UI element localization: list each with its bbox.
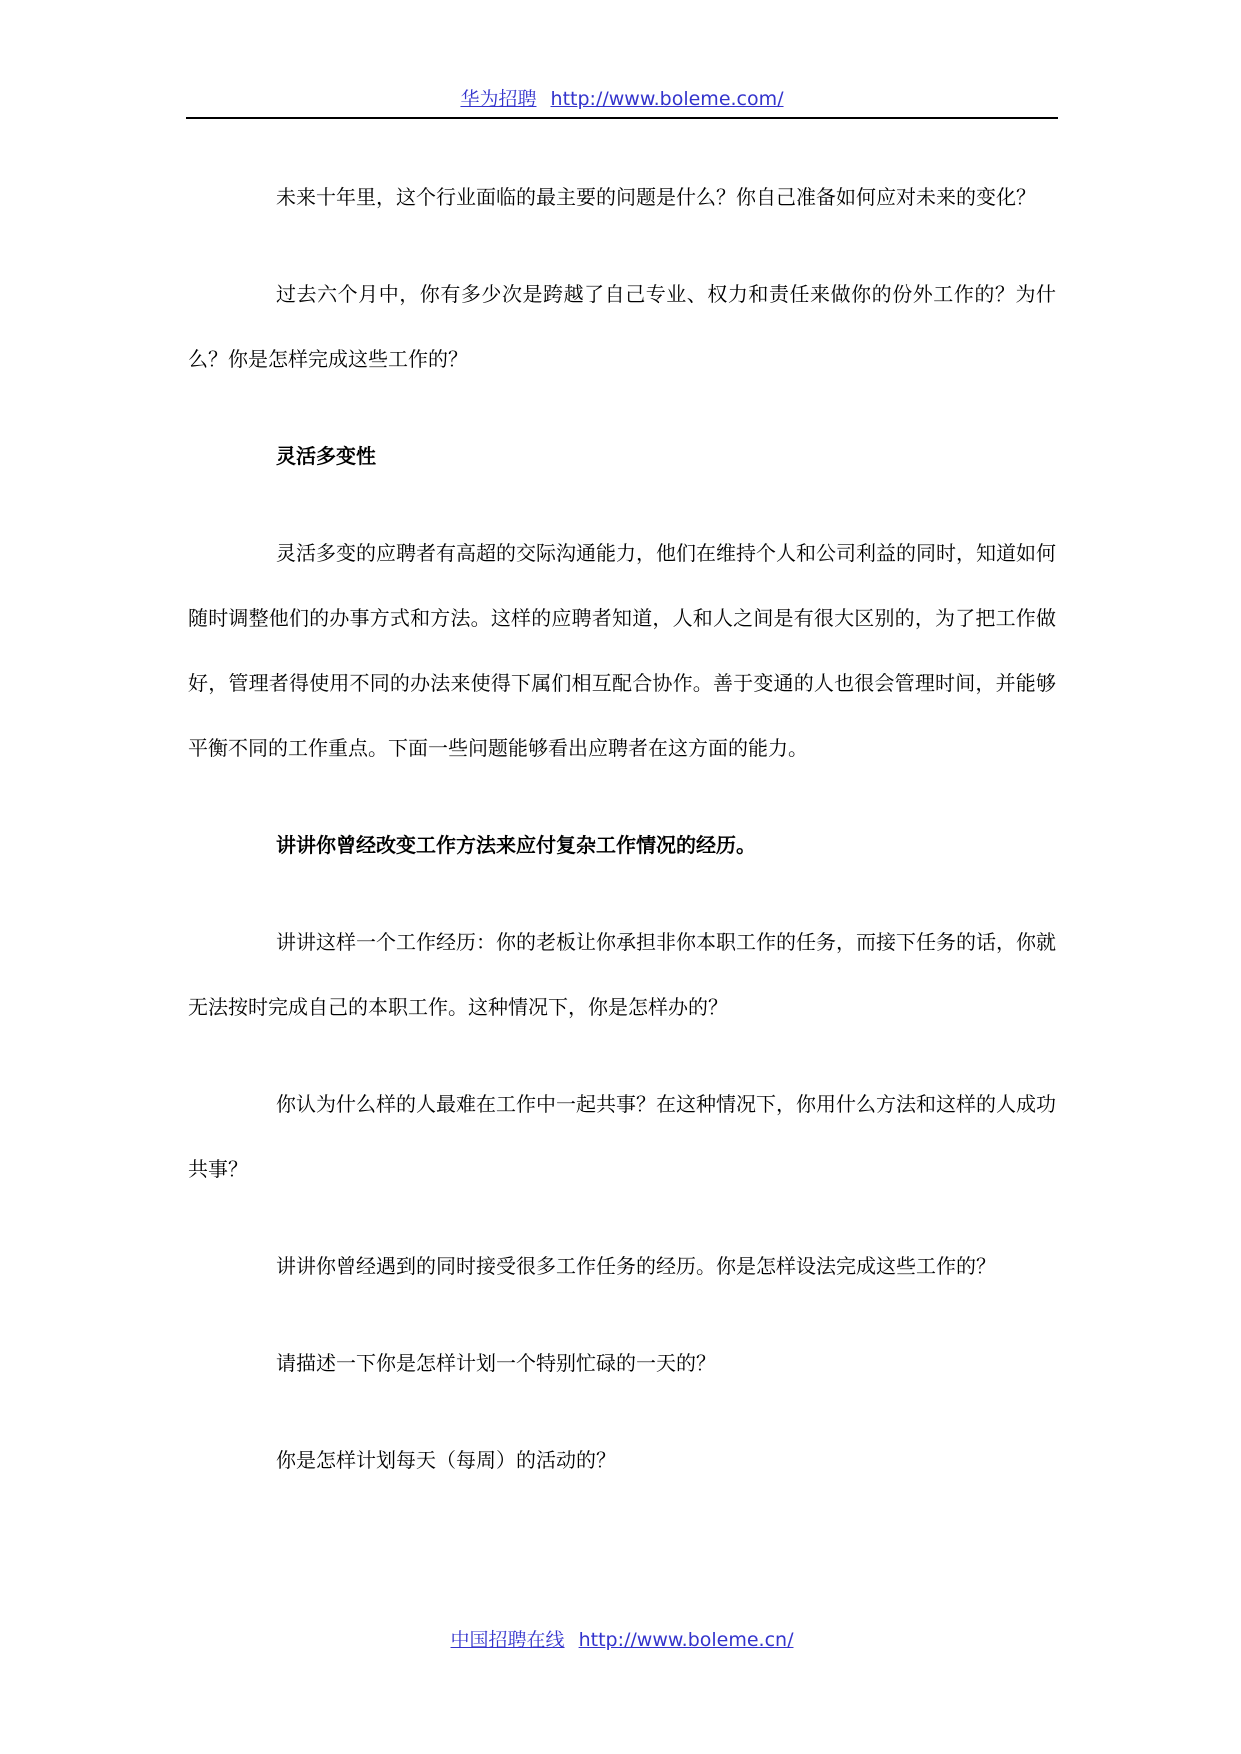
header-url-link[interactable]: http://www.boleme.com/ bbox=[550, 88, 784, 110]
paragraph-5: 你认为什么样的人最难在工作中一起共事？在这种情况下，你用什么方法和这样的人成功共事？ bbox=[188, 1092, 1056, 1181]
paragraph-2: 过去六个月中，你有多少次是跨越了自己专业、权力和责任来做你的份外工作的？为什么？你是怎样完成这些工作的？ bbox=[188, 282, 1056, 371]
paragraph-4: 讲讲这样一个工作经历：你的老板让你承担非你本职工作的任务，而接下任务的话，你就无法按时完成自己的本职工作。这种情况下，你是怎样办的？ bbox=[188, 930, 1056, 1019]
page-header bbox=[186, 86, 1058, 112]
document-body bbox=[188, 165, 1056, 1493]
question-heading: 讲讲你曾经改变工作方法来应付复杂工作情况的经历。 bbox=[276, 833, 756, 857]
footer-site-link[interactable]: 中国招聘在线 bbox=[450, 1629, 565, 1651]
paragraph-6: 讲讲你曾经遇到的同时接受很多工作任务的经历。你是怎样设法完成这些工作的？ bbox=[276, 1254, 996, 1278]
footer-url-link[interactable]: http://www.boleme.cn/ bbox=[578, 1629, 794, 1651]
paragraph-7: 请描述一下你是怎样计划一个特别忙碌的一天的？ bbox=[276, 1351, 716, 1375]
paragraph-8: 你是怎样计划每天（每周）的活动的？ bbox=[276, 1448, 616, 1472]
section-heading-flexibility: 灵活多变性 bbox=[276, 444, 376, 468]
page-footer bbox=[186, 1627, 1058, 1653]
paragraph-1: 未来十年里，这个行业面临的最主要的问题是什么？你自己准备如何应对未来的变化？ bbox=[276, 185, 1036, 209]
paragraph-3: 灵活多变的应聘者有高超的交际沟通能力，他们在维持个人和公司利益的同时，知道如何随时调整他们的办事方式和方法。这样的应聘者知道，人和人之间是有很大区别的，为了把工作做好，管理者得使用不同的办法来使得下属们相互配合协作。善于变通的人也很会管理时间，并能够平衡不同的工作重点。下面一些问题能够看出应聘者在这方面的能力。 bbox=[188, 541, 1056, 760]
header-divider bbox=[186, 117, 1058, 119]
header-site-link[interactable]: 华为招聘 bbox=[460, 88, 537, 110]
